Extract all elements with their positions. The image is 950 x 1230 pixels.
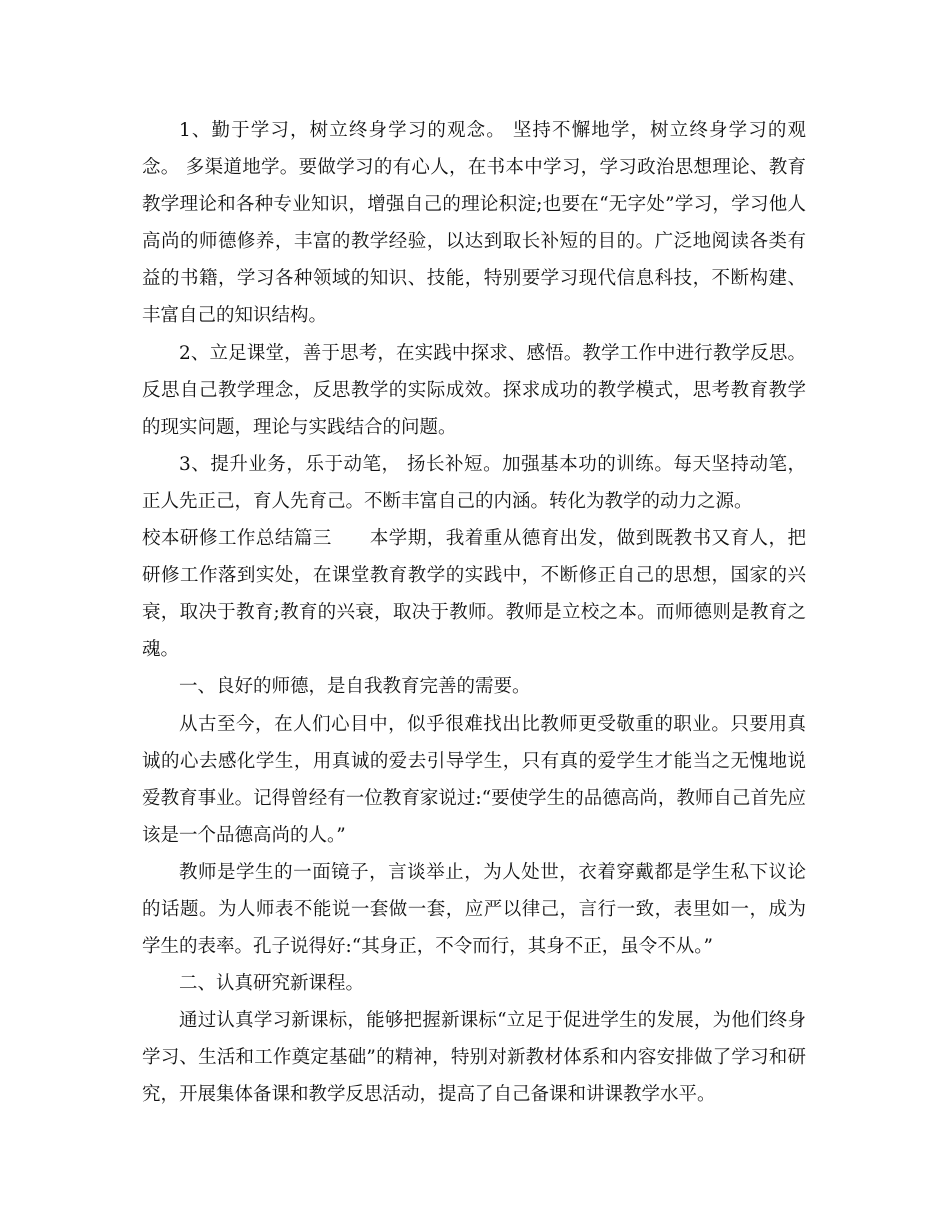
document-body	[142, 112, 806, 1114]
paragraph-teacher-mirror: 教师是学生的一面镜子，言谈举止，为人处世，衣着穿戴都是学生私下议论的话题。为人师表不能说一套做一套，应严以律己，言行一致，表里如一，成为学生的表率。孔子说得好:“其身正，不令而行，其身不正，虽令不从。”	[142, 861, 806, 958]
paragraph-classroom: 2、立足课堂，善于思考，在实践中探求、感悟。教学工作中进行教学反思。反思自己教学理念，反思教学的实际成效。探求成功的教学模式，思考教育教学的现实问题，理论与实践结合的问题。	[142, 342, 806, 438]
paragraph-ethics-history: 从古至今，在人们心目中，似乎很难找出比教师更受敬重的职业。只要用真诚的心去感化学生，用真诚的爱去引导学生，只有真的爱学生才能当之无愧地说爱教育事业。记得曾经有一位教育家说过:“要使学生的品德高尚，教师自己首先应该是一个品德高尚的人。”	[142, 713, 806, 846]
paragraph-writing: 3、提升业务，乐于动笔， 扬长补短。加强基本功的训练。每天坚持动笔，正人先正己，育人先育己。不断丰富自己的内涵。转化为教学的动力之源。	[142, 453, 806, 512]
heading-new-curriculum: 二、认真研究新课程。	[179, 973, 365, 995]
paragraph-new-curriculum: 通过认真学习新课标，能够把握新课标“立足于促进学生的发展，为他们终身学习、生活和工作奠定基础”的精神，特别对新教材体系和内容安排做了学习和研究，开展集体备课和教学反思活动，提高了自己备课和讲课教学水平。	[142, 1010, 806, 1106]
paragraph-summary-three: 校本研修工作总结篇三 本学期，我着重从德育出发，做到既教书又育人，把研修工作落到实处，在课堂教育教学的实践中，不断修正自己的思想，国家的兴衰，取决于教育;教育的兴衰，取决于教师。教师是立校之本。而师德则是教育之魂。	[142, 528, 806, 661]
heading-ethics: 一、良好的师德，是自我教育完善的需要。	[179, 676, 531, 698]
paragraph-study: 1、勤于学习，树立终身学习的观念。 坚持不懈地学，树立终身学习的观念。 多渠道地学。要做学习的有心人，在书本中学习，学习政治思想理论、教育教学理论和各种专业知识，增强自己的理论积淀;也要在“无字处”学习，学习他人高尚的师德修养，丰富的教学经验，以达到取长补短的目的。广泛地阅读各类有益的书籍，学习各种领域的知识、技能，特别要学习现代信息科技，不断构建、丰富自己的知识结构。	[142, 120, 806, 327]
